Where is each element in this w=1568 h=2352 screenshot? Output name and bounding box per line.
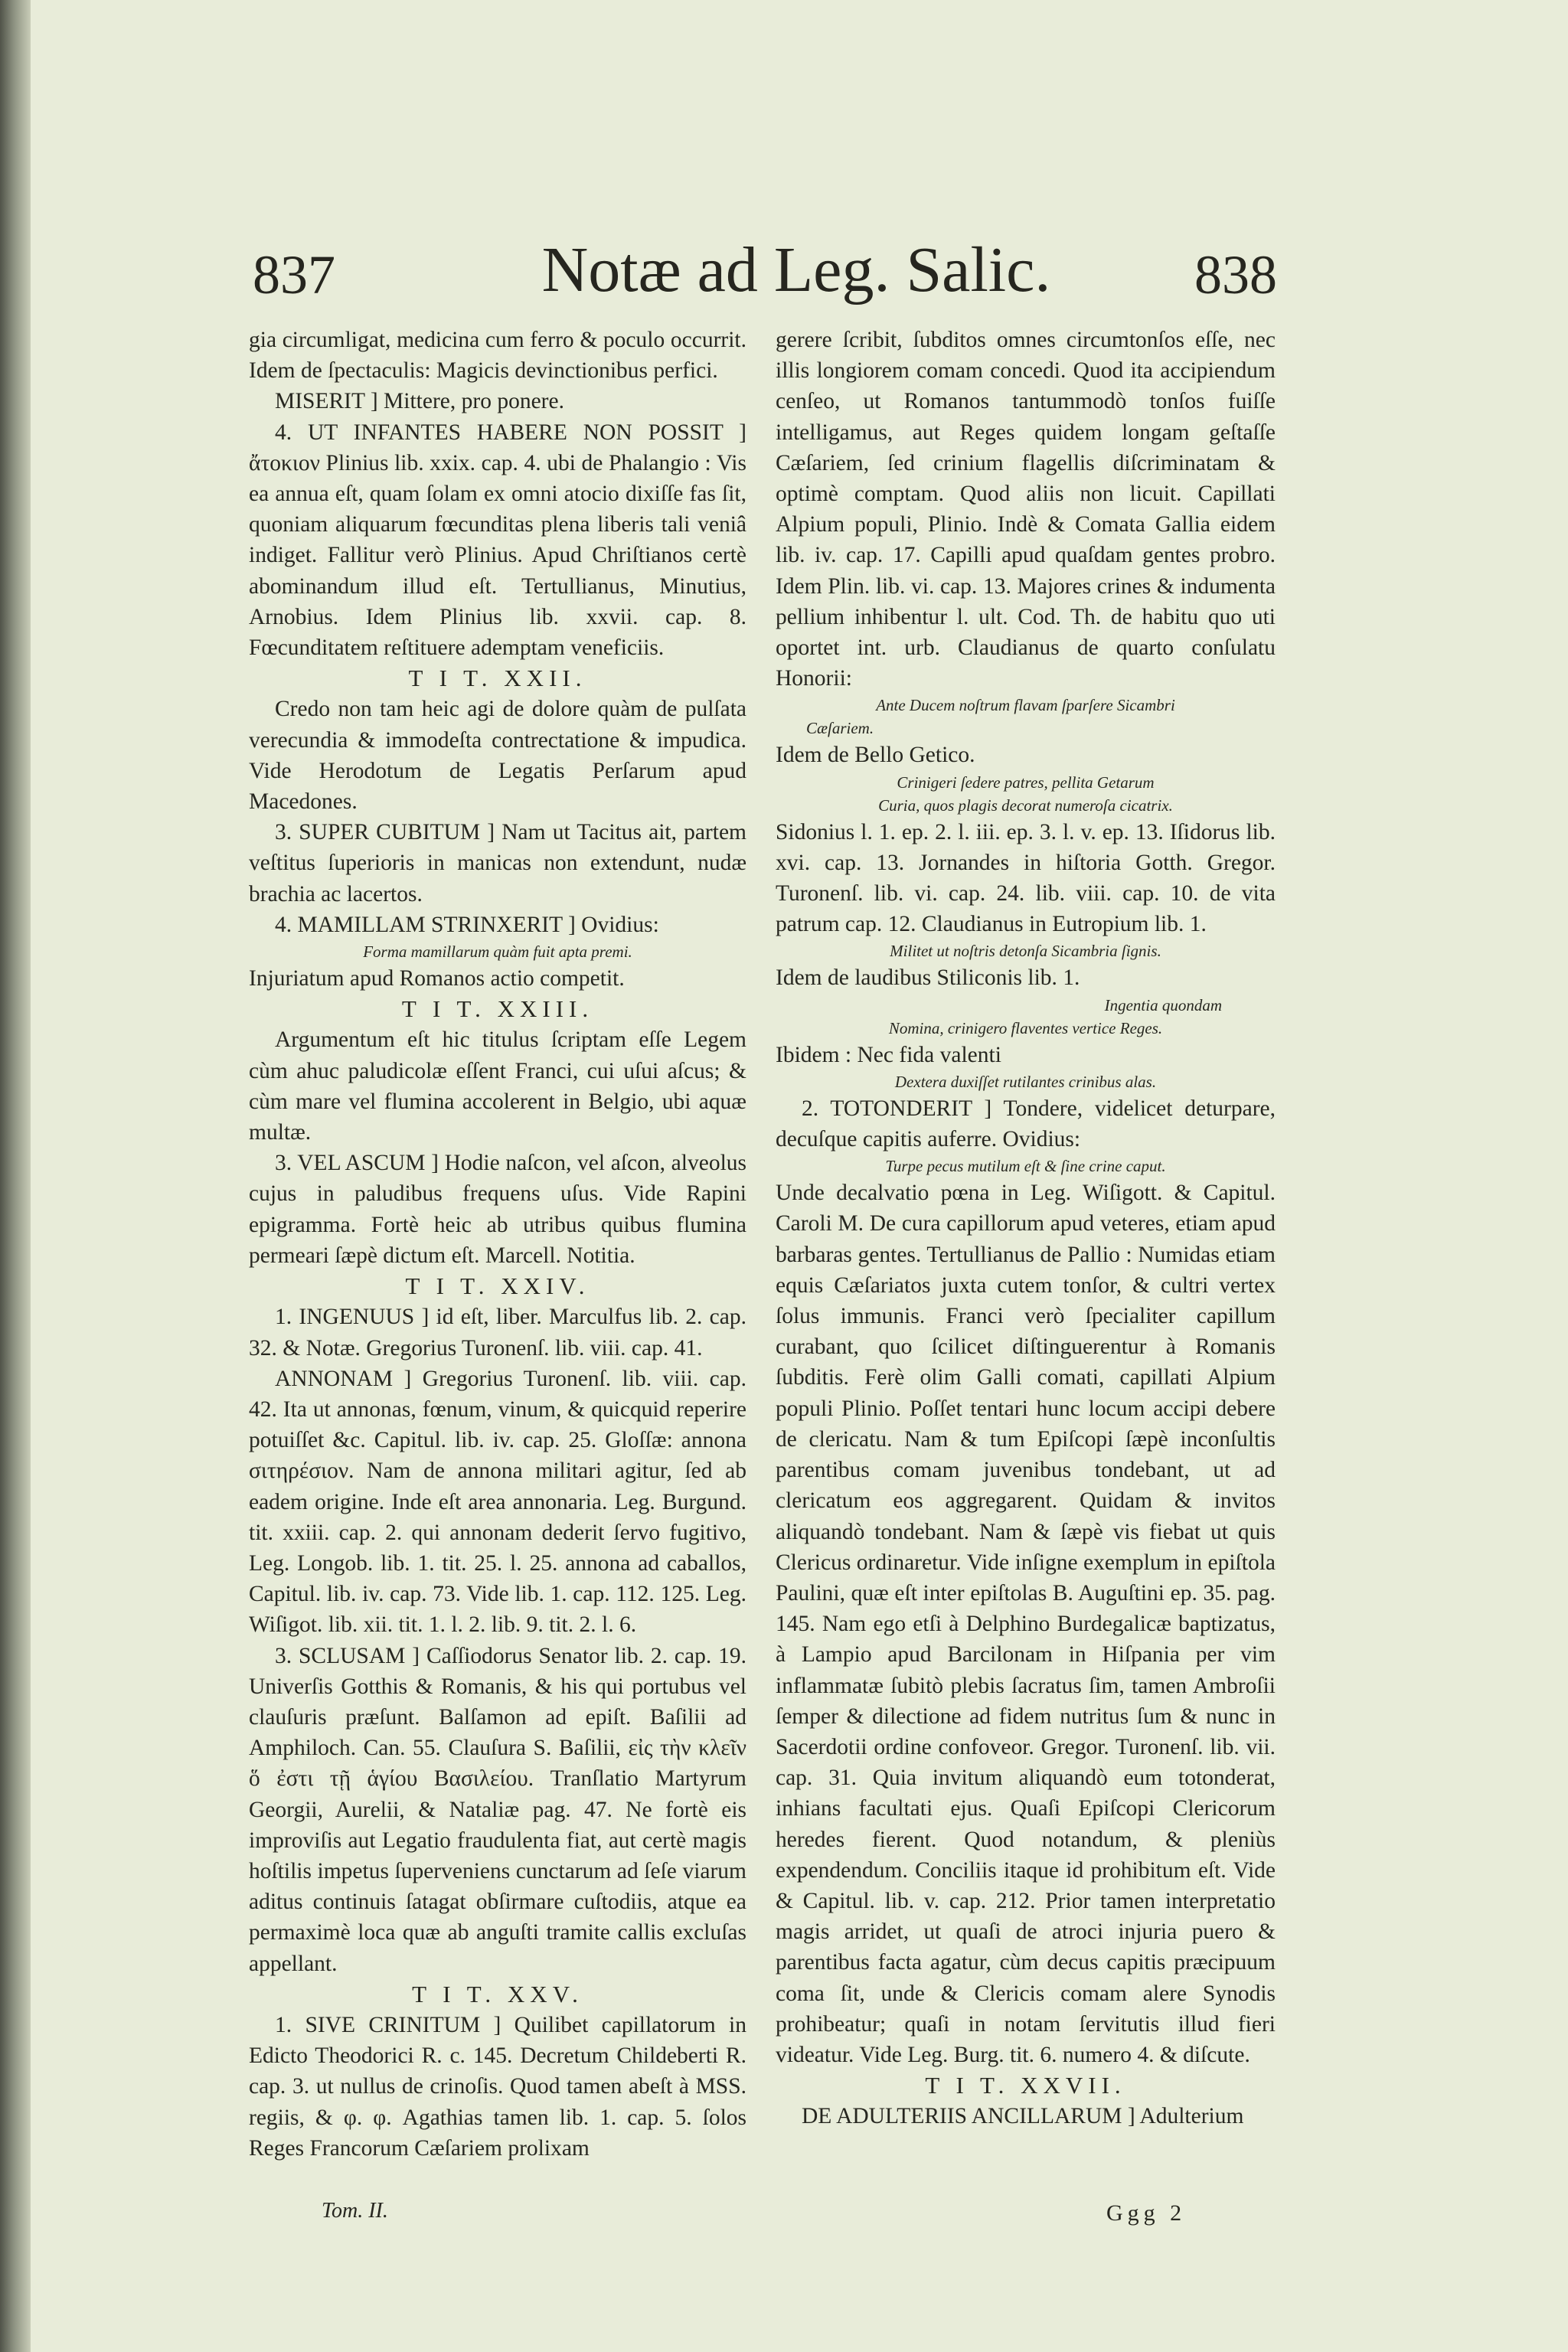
left-page-number: 837: [253, 244, 335, 305]
paragraph: Idem de laudibus Stiliconis lib. 1.: [776, 965, 1080, 991]
paragraph: Unde decalvatio pœna in Leg. Wiſigott. & Capitul. Caroli M. De cura capillorum apud veteres, etiam apud barbaras gentes. Tertullianus de Pallio : Numidas etiam equis Cæſariatos juxta cutem tonſor, & cultri vertex ſolus immunis. Franci verò ſpecialiter capillum curabant, quo ſcilicet diſtinguerentur à Romanis ſubditis. Ferè olim Galli comati, capillati Alpium populi Plinio. Poſſet tentari hunc locum accipi debere de clericatu. Nam & tum Epiſcopi ſæpè inconſultis parentibus comam juvenibus tondebant, ut ad clericatum eos aggregarent. Quidam & invitos aliquandò tondebant. Nam & ſæpè vis fiebat ut quis Clericus ordinaretur. Vide inſigne exemplum in epiſtola Paulini, quæ eſt inter epiſtolas B. Auguſtini ep. 35. pag. 145. Nam ego etſi à Delphino Burdegalicæ baptizatus, à Lampio apud Barcilonam in Hiſpania per vim inflammatæ ſubitò plebis ſacratus ſim, tamen Ambroſii ſemper & dilectione ad fidem nutritus ſum & nunc in Sacerdotii ordine confoveor. Gregor. Turonenſ. lib. vii. cap. 31. Quia invitum aliquandò eum totonderat, inhians facultati ejus. Quaſi Epiſcopi Clericorum heredes fierent. Quod notandum, & pleniùs expendendum. Conciliis itaque id prohibitum eſt. Vide & Capitul. lib. v. cap. 212. Prior tamen interpretatio magis arridet, ut quaſi de atroci injuria puero & parentibus facta agatur, cùm decus capitis præcipuum coma ſit, unde & Clericis comam alere Synodis prohibeatur; quaſi in notam ſervitutis illud fieri videatur. Vide Leg. Burg. tit. 6. numero 4. & diſcute.: [776, 1181, 1276, 2067]
verse-quote: Turpe pecus mutilum eſt & ſine crine caput.: [885, 1157, 1166, 1176]
volume-catchword: Tom. II.: [322, 2199, 388, 2223]
paragraph: 4. UT INFANTES HABERE NON POSSIT ] ἄτοκιον Plinius lib. xxix. cap. 4. ubi de Phalangio : Vis ea annua eſt, quam ſolam ex omni atocio dixiſſe fas ſit, quoniam aliquarum fœcunditas plena liberis tali veniâ indiget. Fallitur verò Plinius. Apud Chriſtianos certè abominandum illud eſt. Tertullianus, Minutius, Arnobius. Idem Plinius lib. xxvii. cap. 8. Fœcunditatem reſtituere ademptam veneficiis.: [249, 420, 746, 661]
verse-quote: Crinigeri ſedere patres, pellita Getarum: [897, 773, 1155, 792]
paragraph: 3. VEL ASCUM ] Hodie naſcon, vel aſcon, alveolus cujus in paludibus frequens uſus. Vide Rapini epigramma. Fortè heic ab utribus quibus flumina permeari ſæpè dictum eſt. Marcell. Notitia.: [249, 1151, 746, 1268]
paragraph: 4. MAMILLAM STRINXERIT ] Ovidius:: [275, 912, 659, 937]
title-heading: T I T. XXV.: [412, 1980, 583, 2007]
paragraph: 3. SUPER CUBITUM ] Nam ut Tacitus ait, partem veſtitus ſuperioris in manicas non extendunt, nudæ brachia ac lacertos.: [249, 820, 746, 906]
verse-quote: Ante Ducem noſtrum flavam ſparſere Sicambri: [876, 696, 1175, 715]
verse-quote: Dextera duxiſſet rutilantes crinibus alas.: [894, 1072, 1157, 1091]
title-heading: T I T. XXII.: [408, 665, 587, 692]
title-heading: T I T. XXIII.: [401, 995, 594, 1023]
paragraph: Argumentum eſt hic titulus ſcriptam eſſe Legem cùm ahuc paludicolæ eſſent Franci, cui uſui aſcus; & cùm mare vel flumina accolerent in Belgio, ubi aquæ multæ.: [249, 1027, 746, 1145]
paragraph: 1. INGENUUS ] id eſt, liber. Marculfus lib. 2. cap. 32. & Notæ. Gregorius Turonenſ. lib. viii. cap. 41.: [249, 1305, 746, 1361]
paragraph: DE ADULTERIIS ANCILLARUM ] Adulterium: [802, 2104, 1244, 2129]
title-heading: T I T. XXVII.: [925, 2072, 1126, 2099]
book-binding-edge: [0, 0, 31, 2352]
paragraph: Ibidem : Nec fida valenti: [776, 1042, 1001, 1067]
paragraph: Injuriatum apud Romanos actio competit.: [249, 966, 625, 991]
paragraph: Credo non tam heic agi de dolore quàm de pulſata verecundia & immodeſta contrectatione & impudica. Vide Herodotum de Legatis Perſarum apud Macedones.: [249, 697, 746, 815]
paragraph: gerere ſcribit, ſubditos omnes circumtonſos eſſe, nec illis longiorem comam concedi. Quod ita accipiendum cenſeo, ut Romanos tantummodò tonſos fuiſſe intelligamus, aut Reges quidem longam geſtaſſe Cæſariem, ſed crinium flagellis diſcriminatam & optimè comptam. Quod aliis non licuit. Capillati Alpium populi, Plinio. Indè & Comata Gallia eidem lib. iv. cap. 17. Capilli apud quaſdam gentes probro. Idem Plin. lib. vi. cap. 13. Majores crines & indumenta pellium inhibentur l. ult. Cod. Th. de habitu quo uti oportet int. urb. Claudianus de quarto conſulatu Honorii:: [776, 328, 1276, 691]
paragraph: Idem de Bello Getico.: [776, 743, 975, 768]
right-page-number: 838: [1194, 244, 1277, 305]
verse-quote: Nomina, crinigero flaventes vertice Reges.: [888, 1018, 1163, 1037]
verse-quote: Forma mamillarum quàm fuit apta premi.: [363, 942, 632, 962]
paragraph: 3. SCLUSAM ] Caſſiodorus Senator lib. 2. cap. 19. Univerſis Gotthis & Romanis, & his qui portubus vel clauſuris præſunt. Balſamon ad epiſt. Baſilii ad Amphiloch. Can. 55. Clauſura S. Baſilii, εἰς τὴν κλεῖν ὅ ἐστι τῇ ἁγίου Βασιλείου. Tranſlatio Martyrum Georgii, Aurelii, & Nataliæ pag. 47. Ne fortè eis improviſis aut Legatio fraudulenta fiat, aut certè magis hoſtilis impetus ſuperveniens cunctarum ad ſeſe viarum aditus continuis ſatagat obſirmare cuſtodiis, atque ea permaximè loca quæ ab anguſti tramite callis excluſas appellant.: [249, 1643, 746, 1976]
verse-quote: Militet ut noſtris detonſa Sicambria ſignis.: [890, 942, 1161, 961]
left-column: [249, 325, 746, 2164]
paragraph: gia circumligat, medicina cum ferro & poculo occurrit. Idem de ſpectaculis: Magicis devinctionibus perfici.: [249, 328, 746, 384]
paragraph: 1. SIVE CRINITUM ] Quilibet capillatorum in Edicto Theodorici R. c. 145. Decretum Childeberti R. cap. 3. ut nullus de crinoſis. Quod tamen abeſt à MSS. regiis, & φ. φ. Agathias tamen lib. 1. cap. 5. ſolos Reges Francorum Cæſariem prolixam: [249, 2012, 746, 2161]
paragraph: ANNONAM ] Gregorius Turonenſ. lib. viii. cap. 42. Ita ut annonas, fœnum, vinum, & quicquid reperire potuiſſet &c. Capitul. lib. iv. cap. 25. Gloſſæ: annona σιτηρέσιον. Nam de annona militari agitur, ſed ab eadem origine. Inde eſt area annonaria. Leg. Burgund. tit. xxiii. cap. 2. qui annonam dederit ſervo fugitivo, Leg. Longob. lib. 1. tit. 25. l. 25. annona ad caballos, Capitul. lib. iv. cap. 73. Vide lib. 1. cap. 112. 125. Leg. Wiſigot. lib. xii. tit. 1. l. 2. lib. 9. tit. 2. l. 6.: [249, 1366, 746, 1638]
paragraph: Sidonius l. 1. ep. 2. l. iii. ep. 3. l. v. ep. 13. Iſidorus lib. xvi. cap. 13. Jornandes in hiſtoria Gotth. Gregor. Turonenſ. lib. vi. cap. 24. lib. viii. cap. 10. de vita patrum cap. 12. Claudianus in Eutropium lib. 1.: [776, 819, 1276, 937]
verse-quote: Cæſariem.: [806, 719, 874, 738]
signature-mark: Ggg 2: [1106, 2200, 1187, 2226]
title-heading: T I T. XXIV.: [405, 1272, 590, 1300]
right-column: [776, 325, 1276, 2132]
verse-quote: Curia, quos plagis decorat numeroſa cicatrix.: [878, 795, 1173, 815]
paragraph: MISERIT ] Mittere, pro ponere.: [275, 389, 564, 414]
verse-quote: Ingentia quondam: [1104, 995, 1222, 1014]
paragraph: 2. TOTONDERIT ] Tondere, videlicet deturpare, decuſque capitis auferre. Ovidius:: [776, 1096, 1276, 1152]
running-title: Notæ ad Leg. Salic.: [541, 234, 1051, 305]
